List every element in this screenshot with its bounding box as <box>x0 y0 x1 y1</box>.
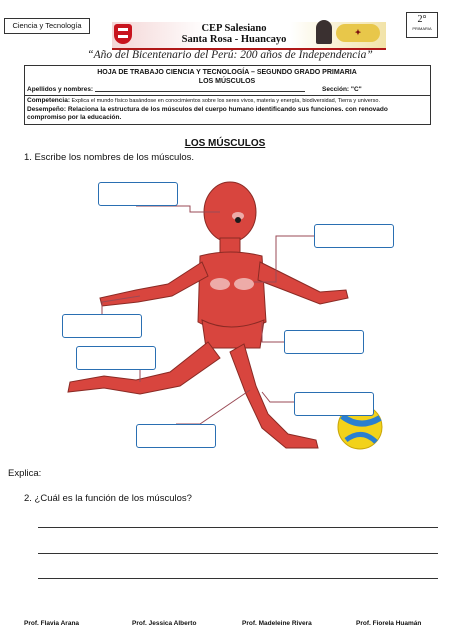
grade-level: PRIMARIA <box>412 26 432 31</box>
desempeno-label: Desempeño: <box>27 106 67 113</box>
grade-box <box>406 12 438 38</box>
name-blank[interactable] <box>95 91 305 92</box>
worksheet-title <box>26 68 428 86</box>
school-name-line2: Santa Rosa - Huancayo <box>181 34 287 45</box>
label-box-calf[interactable] <box>76 346 156 370</box>
label-box-arm[interactable] <box>62 314 142 338</box>
leader-line-leg <box>176 390 250 424</box>
divider <box>24 95 430 96</box>
name-field[interactable] <box>27 86 307 93</box>
answer-line-2[interactable] <box>38 553 438 554</box>
leader-line-thigh <box>262 392 294 402</box>
competencia <box>27 97 425 105</box>
motto: “Año del Bicentenario del Perú: 200 años de Independencia” <box>87 49 373 61</box>
grade-number: 2° <box>417 14 427 25</box>
school-name-line1: CEP Salesiano <box>201 23 267 34</box>
question-1: 1. Escribe los nombres de los músculos. <box>24 152 195 163</box>
leader-line-abdomen <box>262 322 284 342</box>
eye-shape <box>235 217 241 223</box>
competencia-label: Competencia: <box>27 97 70 104</box>
label-box-abdomen[interactable] <box>284 330 364 354</box>
label-box-thigh[interactable] <box>294 392 374 416</box>
explica-label: Explica: <box>8 468 42 479</box>
label-box-leg[interactable] <box>136 424 216 448</box>
torso-muscle-shape <box>198 252 266 331</box>
answer-line-1[interactable] <box>38 527 438 528</box>
section-label: Sección: "C" <box>322 86 362 93</box>
footer-teacher-4: Prof. Fiorela Huamán <box>356 620 422 627</box>
anniversary-badge-icon: ✦ <box>336 24 380 42</box>
footer-teacher-3: Prof. Madeleine Rivera <box>242 620 312 627</box>
competencia-text: Explica el mundo físico basándose en conocimientos sobre los seres vivos, materia y energía, biodiversidad, Tierra y universo. <box>71 98 380 104</box>
answer-line-3[interactable] <box>38 578 438 579</box>
right-arm-muscle-shape <box>258 262 348 304</box>
school-name <box>164 23 304 45</box>
desempeno <box>27 106 425 122</box>
question-2: 2. ¿Cuál es la función de los músculos? <box>24 493 192 504</box>
school-logo-icon <box>114 24 132 44</box>
footer-teacher-1: Prof. Flavia Arana <box>24 620 80 627</box>
main-title: LOS MÚSCULOS <box>184 138 266 149</box>
footer-teacher-2: Prof. Jessica Alberto <box>132 620 197 627</box>
worksheet-title-line2: LOS MÚSCULOS <box>198 78 256 85</box>
name-label: Apellidos y nombres: <box>27 86 94 93</box>
muscle-diagram <box>40 172 420 462</box>
subject-label: Ciencia y Tecnología <box>4 18 90 34</box>
label-box-chest[interactable] <box>314 224 394 248</box>
founder-portrait-icon <box>316 20 332 44</box>
desempeno-text: Relaciona la estructura de los músculos del cuerpo humano identificando sus funciones. con renovado compromiso por la educación. <box>27 106 388 121</box>
label-box-head[interactable] <box>98 182 178 206</box>
worksheet-title-line1: HOJA DE TRABAJO CIENCIA Y TECNOLOGÍA – SEGUNDO GRADO PRIMARIA <box>97 69 357 76</box>
